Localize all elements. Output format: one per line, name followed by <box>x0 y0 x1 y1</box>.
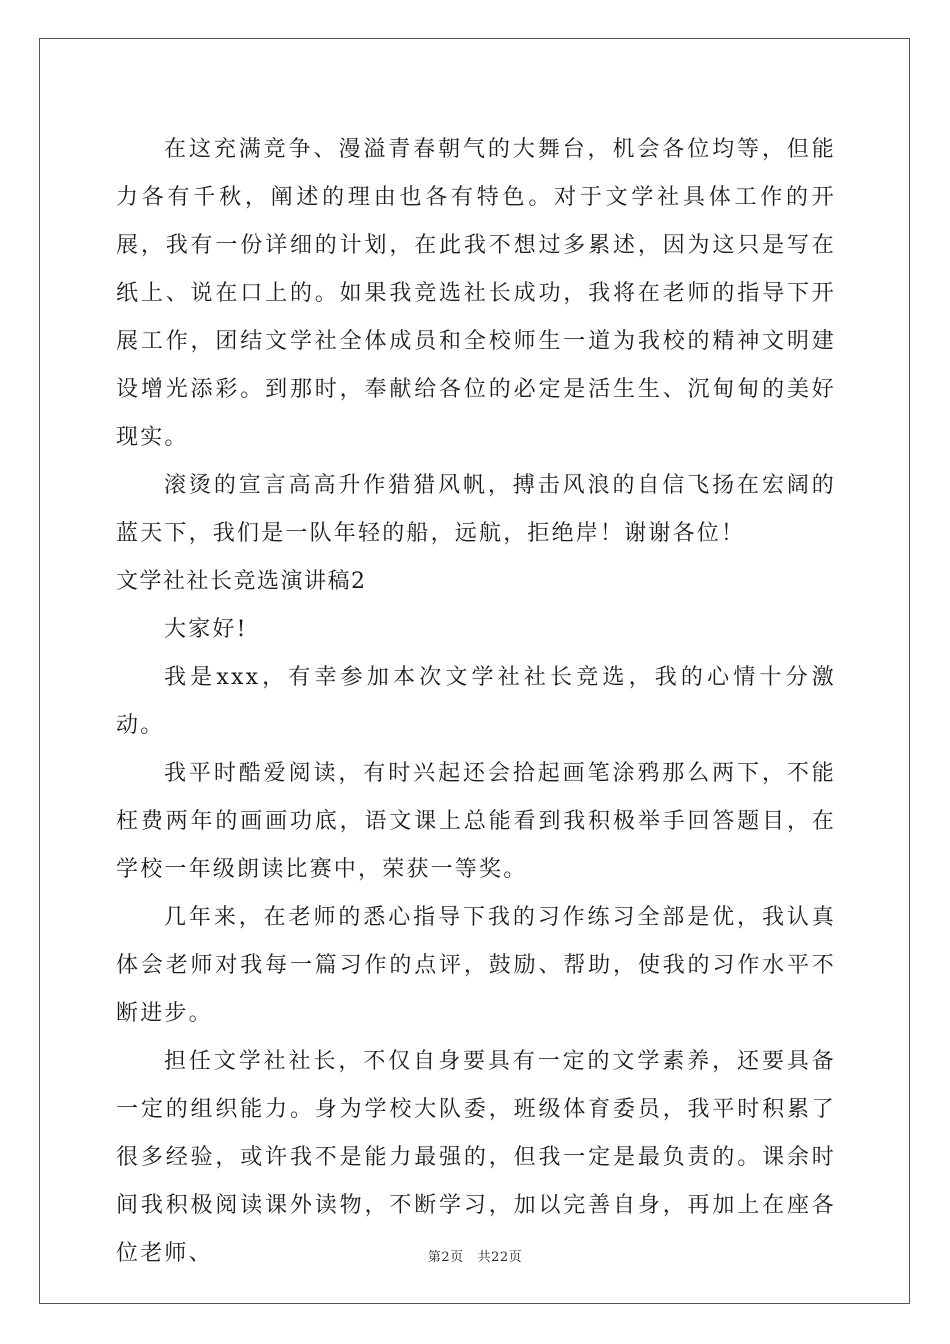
paragraph: 在这充满竞争、漫溢青春朝气的大舞台，机会各位均等，但能力各有千秋，阐述的理由也各有特色。对于文学社具体工作的开展，我有一份详细的计划，在此我不想过多累述，因为这只是写在纸上、说在口上的。如果我竞选社长成功，我将在老师的指导下开展工作，团结文学社全体成员和全校师生一道为我校的精神文明建设增光添彩。到那时，奉献给各位的必定是活生生、沉甸甸的美好现实。 <box>116 137 836 450</box>
page-footer <box>0 1246 950 1265</box>
paragraph: 我是xxx，有幸参加本次文学社社长竞选，我的心情十分激动。 <box>116 665 836 738</box>
paragraph: 几年来，在老师的悉心指导下我的习作练习全部是优，我认真体会老师对我每一篇习作的点评，鼓励、帮助，使我的习作水平不断进步。 <box>116 905 836 1026</box>
paragraph: 担任文学社社长，不仅自身要具有一定的文学素养，还要具备一定的组织能力。身为学校大队委，班级体育委员，我平时积累了很多经验，或许我不是能力最强的，但我一定是最负责的。课余时间我积极阅读课外读物，不断学习，加以完善自身，再加上在座各位老师、 <box>116 1049 836 1266</box>
document-body <box>116 126 836 1278</box>
paragraph: 滚烫的宣言高高升作猎猎风帆，搏击风浪的自信飞扬在宏阔的蓝天下，我们是一队年轻的船，远航，拒绝岸！谢谢各位！ <box>116 473 836 546</box>
greeting-paragraph: 大家好! <box>164 617 248 642</box>
page-total: 共22页 <box>477 1250 523 1265</box>
paragraph: 我平时酷爱阅读，有时兴起还会拾起画笔涂鸦那么两下，不能枉费两年的画画功底，语文课上总能看到我积极举手回答题目，在学校一年级朗读比赛中，荣获一等奖。 <box>116 761 836 882</box>
page-number: 第2页 <box>427 1250 464 1265</box>
section-heading: 文学社社长竞选演讲稿2 <box>116 569 367 594</box>
